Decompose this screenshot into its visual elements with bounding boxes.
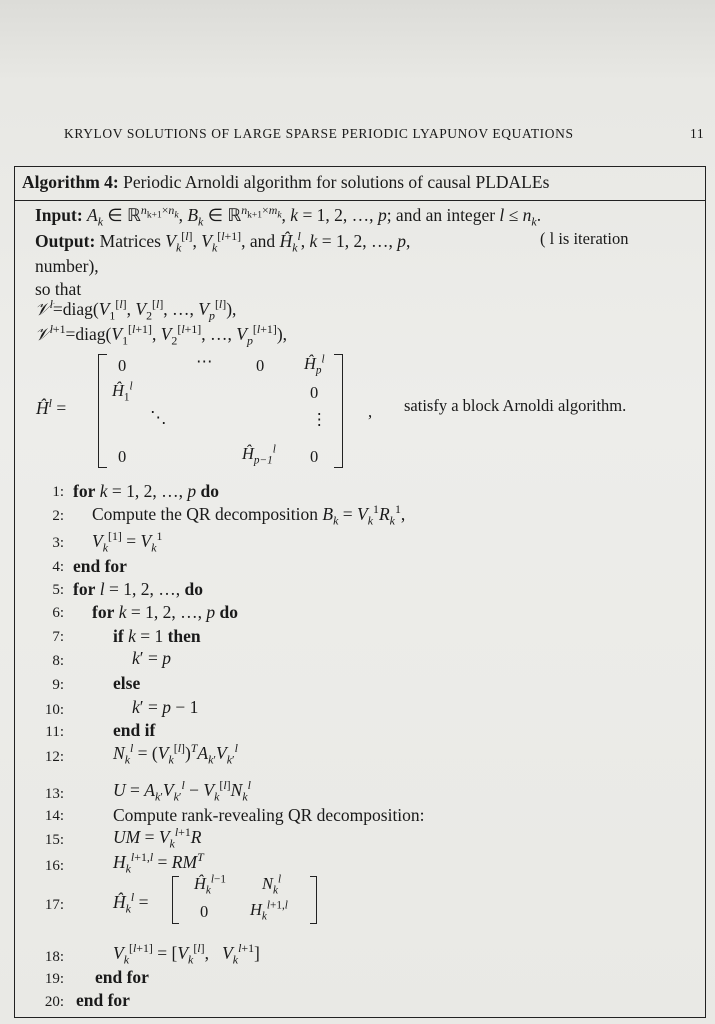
h-hat-symbol: $Ĥ^l$ = [36, 396, 67, 418]
output-spec: Matrices $V_k[l]$, $V_k[l+1]$, and $Ĥ_k^l$, k = 1, 2, …, p, [99, 229, 411, 255]
algo-line-17-lhs: $Ĥ_k^l$ = [113, 890, 149, 916]
block-cell: $N_k^l$ [262, 873, 282, 897]
line-number: 10: [44, 702, 64, 718]
matrix-cell: 0 [310, 383, 319, 402]
algo-line-19: end for [95, 967, 149, 987]
block-cell: 0 [200, 902, 209, 921]
algo-line-12: $N_k^l = (V_k[l])^TA_{k'}V_{k'}^l$ [113, 741, 238, 767]
line-number: 6: [52, 605, 64, 621]
page-number: 11 [690, 126, 705, 141]
matrix-cell: 0 [118, 447, 127, 466]
algo-line-4: end for [73, 556, 127, 576]
matrix-cell: ⋯ [196, 352, 213, 371]
matrix-cell: $Ĥ_p^l$ [304, 353, 325, 377]
output-label: Output: [35, 231, 96, 251]
line-number: 5: [52, 582, 64, 598]
line-number: 3: [52, 535, 64, 551]
algo-line-13: $U = A_{k'}V_{k'}^l - V_k[l]N_k^l$ [113, 778, 251, 804]
algo-line-16: $H_k^{l+1,l} = RM^T$ [113, 850, 204, 876]
algo-line-8: k′ = p [132, 648, 171, 668]
algo-line-5: for l = 1, 2, …, do [73, 579, 203, 599]
line-number: 16: [44, 858, 64, 874]
matrix-cell: 0 [118, 356, 127, 375]
input-spec: $A_k$ ∈ ℝ$^{n_{k+1}\times n_k}$, $B_k$ ∈ ℝ$^{n_{k+1}\times m_k}$, k = 1, 2, …, p; and an integer $l \le n_k$. [87, 203, 542, 229]
line-number: 18: [44, 949, 64, 965]
keyword-do: do [184, 579, 203, 599]
line-number: 20: [44, 994, 64, 1010]
v-l-definition: $𝒱^l=diag(V_1[l]$, $V_2[l]$, …, $V_p[l]$), [35, 297, 237, 323]
matrix-caption: satisfy a block Arnoldi algorithm. [404, 396, 627, 415]
matrix-right-bracket [334, 354, 343, 468]
line-number: 19: [44, 971, 64, 987]
matrix-cell: $Ĥ_1^l$ [112, 380, 133, 404]
keyword-then: then [167, 626, 201, 646]
algo-line-10: k′ = p − 1 [132, 697, 199, 717]
line-number: 15: [44, 832, 64, 848]
algorithm-label: Algorithm 4: [22, 172, 119, 192]
block-right-bracket [310, 876, 317, 924]
matrix-cell: ⋮ [311, 410, 328, 429]
algo-line-7: if k = 1 then [113, 626, 201, 646]
keyword-if: if [113, 626, 124, 646]
input-line [35, 203, 542, 229]
keyword-for: for [73, 481, 96, 501]
algorithm-title-text: Periodic Arnoldi algorithm for solutions of causal PLDALEs [123, 172, 550, 192]
algo-line-15: UM = $V_k^{l+1}R$ [113, 825, 202, 851]
line-number: 14: [44, 808, 64, 824]
algo-line-20: end for [76, 990, 130, 1010]
line-number: 8: [52, 653, 64, 669]
matrix-cell: 0 [256, 356, 265, 375]
line-number: 17: [44, 897, 64, 913]
algo-line-3: $V_k[1] = V_k^1$ [92, 529, 163, 555]
algo-line-2: Compute the QR decomposition $B_k = V_k^1R_k^1$, [92, 502, 406, 528]
block-cell: $H_k^{l+1,l}$ [250, 899, 288, 923]
matrix-comma: , [368, 402, 373, 421]
keyword-do: do [200, 481, 219, 501]
running-title: KRYLOV SOLUTIONS OF LARGE SPARSE PERIODIC LYAPUNOV EQUATIONS [64, 126, 574, 141]
input-label: Input: [35, 205, 83, 225]
v-l-plus-1-definition: $𝒱^{l+1}=diag(V_1[l+1]$, $V_2[l+1]$, …, $V_p[l+1]$), [35, 322, 288, 348]
line-number: 11: [45, 724, 64, 740]
output-note-continued: number), [35, 256, 99, 276]
matrix-cell: 0 [310, 447, 319, 466]
line-number: 4: [52, 559, 64, 575]
line-number: 13: [44, 786, 64, 802]
line-number: 7: [52, 629, 64, 645]
output-note: ( l is iteration [540, 229, 629, 248]
matrix-left-bracket [98, 354, 107, 468]
algorithm-title [22, 172, 549, 193]
algo-line-6: for k = 1, 2, …, p do [92, 602, 238, 622]
line-number: 2: [52, 508, 64, 524]
algo-line-11: end if [113, 720, 156, 740]
keyword-for: for [73, 579, 96, 599]
algo-line-14: Compute rank-revealing QR decomposition: [113, 805, 425, 825]
line-number: 9: [52, 677, 64, 693]
algo-line-1: for k = 1, 2, …, p do [73, 481, 219, 501]
line-number: 1: [52, 484, 64, 500]
compute-qr-text: Compute the QR decomposition [92, 504, 319, 524]
block-left-bracket [172, 876, 179, 924]
algo-line-18: $V_k[l+1] = [V_k[l]$, $V_k^{l+1}$] [113, 941, 260, 967]
block-cell: $Ĥ_k^{l-1}$ [194, 873, 226, 897]
matrix-cell: $Ĥ_{p-1}^l$ [242, 443, 276, 467]
keyword-do: do [219, 602, 238, 622]
title-rule [15, 200, 705, 201]
line-number: 12: [44, 749, 64, 765]
matrix-cell: ⋱ [150, 408, 167, 427]
keyword-for: for [92, 602, 115, 622]
output-line [35, 229, 411, 255]
algo-line-9: else [113, 673, 141, 693]
so-that-text: so that [35, 279, 82, 299]
